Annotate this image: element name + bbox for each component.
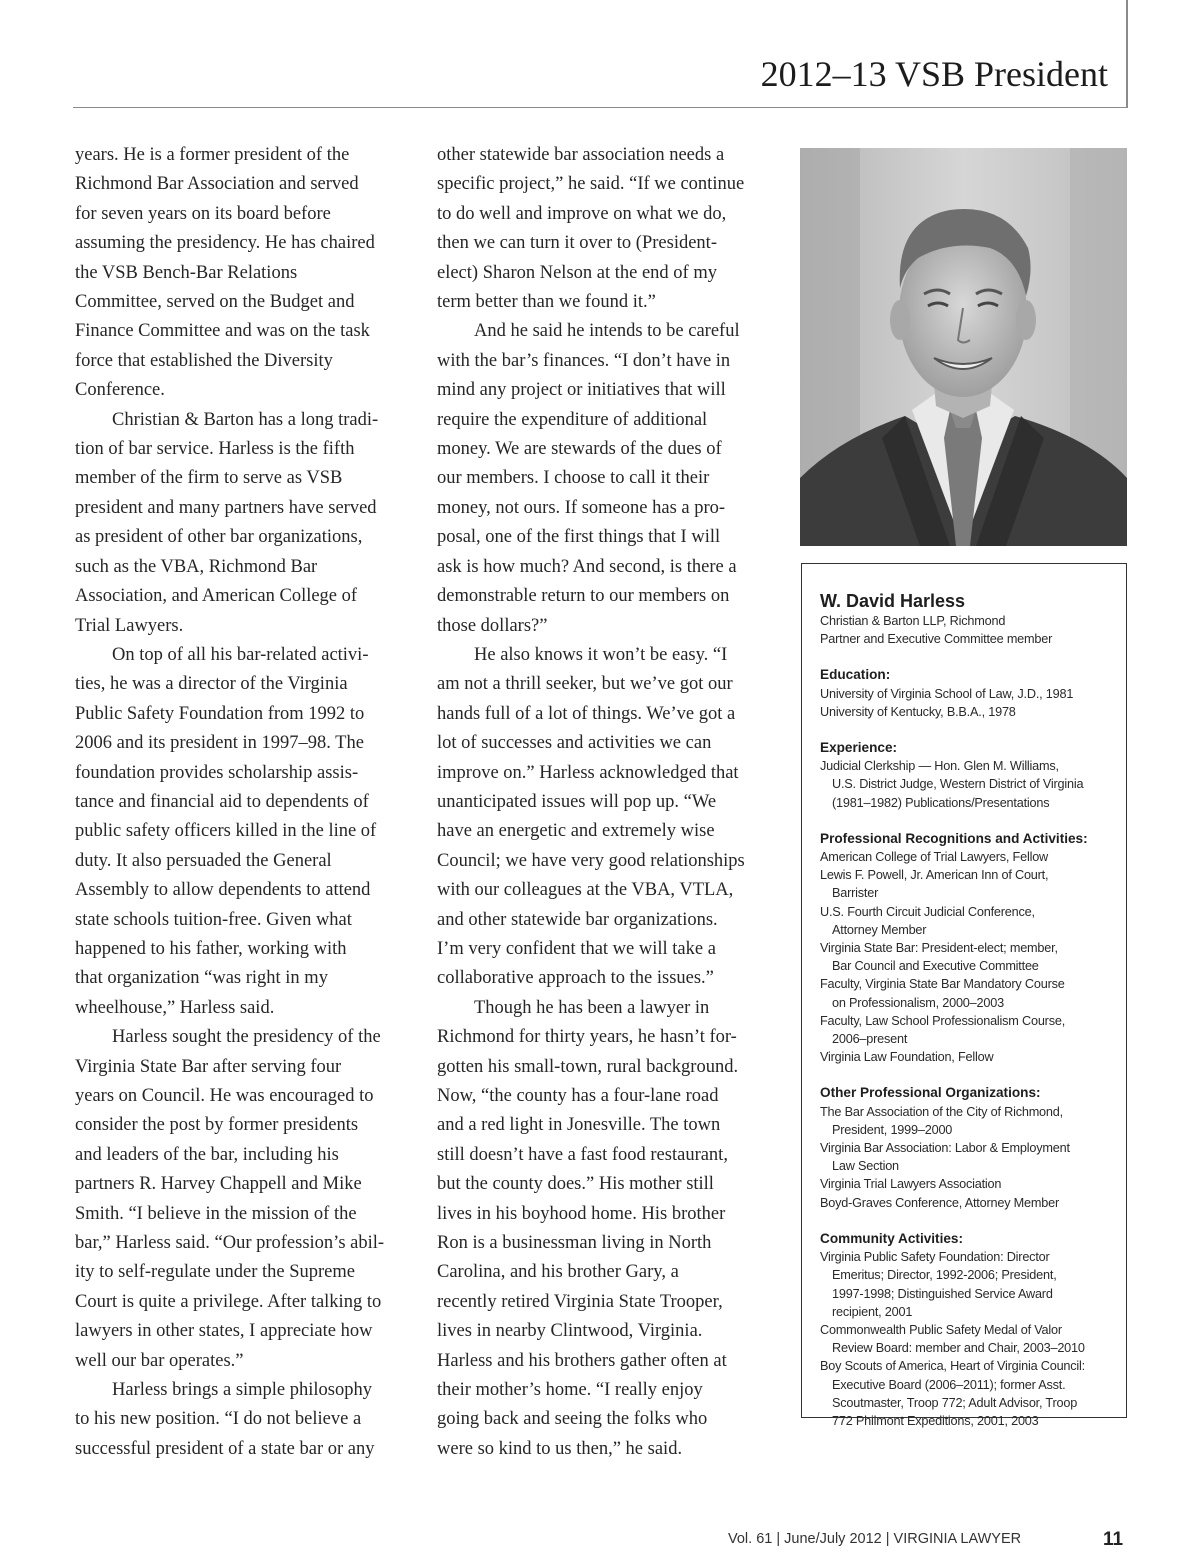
text-line: happened to his father, working with — [75, 938, 347, 959]
text-line: the VSB Bench-Bar Relations — [75, 262, 298, 283]
text-line: for seven years on its board before — [75, 203, 331, 224]
text-line: wheelhouse,” Harless said. — [75, 997, 275, 1018]
text-line: Conference. — [75, 380, 165, 401]
text-line: recently retired Virginia State Trooper, — [437, 1291, 723, 1312]
bio-position: Partner and Executive Committee member — [820, 632, 1053, 647]
bio-entry-line: Boyd-Graves Conference, Attorney Member — [820, 1195, 1060, 1210]
text-line: our members. I choose to call it their — [437, 468, 710, 489]
text-line: their mother’s home. “I really enjoy — [437, 1380, 703, 1401]
bio-entry-line: Virginia Law Foundation, Fellow — [820, 1050, 994, 1065]
bio-entry-line: (1981–1982) Publications/Presentations — [832, 795, 1050, 810]
bio-entry-line: Scoutmaster, Troop 772; Adult Advisor, Troop — [832, 1395, 1078, 1410]
bio-entry — [820, 685, 1114, 703]
text-line: to his new position. “I do not believe a — [75, 1409, 362, 1430]
bio-entry-line: Boy Scouts of America, Heart of Virginia Council: — [820, 1359, 1085, 1374]
portrait-photo — [800, 148, 1127, 546]
text-line: but the county does.” His mother still — [437, 1174, 714, 1195]
text-line: and a red light in Jonesville. The town — [437, 1115, 721, 1136]
text-line: Richmond Bar Association and served — [75, 174, 359, 195]
text-line: bar,” Harless said. “Our profession’s abil- — [75, 1233, 385, 1254]
text-line: term better than we found it.” — [437, 292, 656, 313]
bio-entry-line: Virginia Public Safety Foundation: Director — [820, 1250, 1050, 1265]
text-line: tance and financial aid to dependents of — [75, 791, 369, 812]
bio-entry-line: Lewis F. Powell, Jr. American Inn of Court, — [820, 868, 1049, 883]
text-line: Harless sought the presidency of the — [112, 1027, 381, 1048]
text-line: require the expenditure of additional — [437, 409, 708, 430]
text-line: with our colleagues at the VBA, VTLA, — [437, 880, 734, 901]
text-line: Though he has been a lawyer in — [474, 997, 710, 1018]
text-line: those dollars?” — [437, 615, 548, 636]
text-line: and leaders of the bar, including his — [75, 1144, 339, 1165]
bio-entry — [820, 939, 1114, 975]
text-line: money, not ours. If someone has a pro- — [437, 497, 726, 518]
text-line: partners R. Harvey Chappell and Mike — [75, 1174, 362, 1195]
text-line: 2006 and its president in 1997–98. The — [75, 733, 364, 754]
article-paragraph — [75, 406, 408, 641]
text-line: ity to self-regulate under the Supreme — [75, 1262, 355, 1283]
bio-sections — [820, 666, 1114, 1430]
text-line: have an energetic and extremely wise — [437, 821, 715, 842]
bio-entry-line: Faculty, Law School Professionalism Course, — [820, 1013, 1066, 1028]
bio-entry-line: Review Board: member and Chair, 2003–2010 — [832, 1341, 1085, 1356]
bio-entry — [820, 975, 1114, 1011]
bio-entry — [820, 848, 1114, 866]
text-line: state schools tuition-free. Given what — [75, 909, 352, 930]
bio-entry — [820, 1139, 1114, 1175]
bio-entry — [820, 866, 1114, 902]
text-line: Now, “the county has a four-lane road — [437, 1086, 719, 1106]
bio-name: W. David Harless — [820, 591, 966, 611]
bio-entry — [820, 903, 1114, 939]
text-line: Carolina, and his brother Gary, a — [437, 1262, 679, 1283]
bio-entry-line: on Professionalism, 2000–2003 — [832, 995, 1004, 1010]
text-line: And he said he intends to be careful — [474, 321, 740, 342]
bio-entry-line: Law Section — [832, 1159, 899, 1174]
text-line: I’m very confident that we will take a — [437, 938, 716, 959]
bio-entry-line: The Bar Association of the City of Richmond, — [820, 1104, 1063, 1119]
text-line: force that established the Diversity — [75, 350, 333, 371]
bio-entry-line: recipient, 2001 — [832, 1304, 913, 1319]
text-line: with the bar’s finances. “I don’t have in — [437, 350, 731, 371]
text-line: Assembly to allow dependents to attend — [75, 880, 371, 901]
text-line: He also knows it won’t be easy. “I — [474, 644, 728, 665]
text-line: duty. It also persuaded the General — [75, 850, 332, 871]
bio-entry-line: Virginia Trial Lawyers Association — [820, 1177, 1002, 1192]
article-column-1 — [75, 141, 408, 1464]
bio-entry-line: Emeritus; Director, 1992-2006; President, — [832, 1268, 1057, 1283]
bio-entry-line: University of Kentucky, B.B.A., 1978 — [820, 704, 1016, 719]
bio-entry-line: President, 1999–2000 — [832, 1122, 953, 1137]
article-paragraph — [75, 141, 408, 406]
page-number: 11 — [1103, 1529, 1124, 1550]
bio-entry-line: U.S. Fourth Circuit Judicial Conference, — [820, 904, 1035, 919]
text-line: unanticipated issues will pop up. “We — [437, 791, 717, 812]
text-line: specific project,” he said. “If we continue — [437, 174, 745, 195]
text-line: Finance Committee and was on the task — [75, 321, 370, 342]
text-line: assuming the presidency. He has chaired — [75, 233, 375, 254]
bio-entry-line: Bar Council and Executive Committee — [832, 959, 1039, 974]
text-line: successful president of a state bar or any — [75, 1438, 375, 1459]
text-line: president and many partners have served — [75, 497, 377, 518]
bio-section-heading: Other Professional Organizations: — [820, 1085, 1041, 1101]
bio-firm: Christian & Barton LLP, Richmond — [820, 614, 1006, 628]
bio-entry-line: American College of Trial Lawyers, Fellow — [820, 850, 1049, 865]
bio-entry — [820, 757, 1114, 812]
text-line: Harless brings a simple philosophy — [112, 1380, 373, 1401]
article-paragraph — [437, 141, 770, 317]
article-paragraph — [75, 1023, 408, 1376]
text-line: money. We are stewards of the dues of — [437, 439, 722, 460]
text-line: other statewide bar association needs a — [437, 145, 725, 165]
bio-entry — [820, 1321, 1114, 1357]
bio-entry-line: Virginia Bar Association: Labor & Employment — [820, 1141, 1070, 1156]
bio-entry — [820, 1194, 1114, 1212]
header-vertical-rule — [1126, 0, 1128, 108]
text-line: posal, one of the first things that I will — [437, 527, 721, 548]
text-line: mind any project or initiatives that will — [437, 380, 726, 401]
text-line: as president of other bar organizations, — [75, 527, 363, 548]
text-line: Association, and American College of — [75, 586, 358, 607]
bio-entry — [820, 1175, 1114, 1193]
bio-section-heading: Professional Recognitions and Activities: — [820, 830, 1088, 846]
text-line: Virginia State Bar after serving four — [75, 1056, 342, 1077]
text-line: then we can turn it over to (President- — [437, 233, 717, 254]
text-line: elect) Sharon Nelson at the end of my — [437, 262, 717, 283]
text-line: improve on.” Harless acknowledged that — [437, 762, 739, 783]
bio-entry-line: Faculty, Virginia State Bar Mandatory Course — [820, 977, 1065, 992]
bio-section-heading: Community Activities: — [820, 1230, 964, 1246]
text-line: ask is how much? And second, is there a — [437, 556, 737, 577]
text-line: were so kind to us then,” he said. — [437, 1438, 683, 1459]
bio-entry — [820, 1103, 1114, 1139]
article-paragraph — [75, 1376, 408, 1464]
bio-entry-line: 2006–present — [832, 1032, 908, 1047]
bio-entry — [820, 1248, 1114, 1321]
bio-entry-line: Attorney Member — [832, 922, 927, 937]
text-line: foundation provides scholarship assis- — [75, 762, 359, 783]
text-line: public safety officers killed in the line of — [75, 821, 377, 842]
text-line: lot of successes and activities we can — [437, 733, 712, 754]
text-line: still doesn’t have a fast food restaurant, — [437, 1144, 728, 1165]
footer-issue-info: Vol. 61 | June/July 2012 | VIRGINIA LAWYER — [728, 1531, 1022, 1547]
text-line: Ron is a businessman living in North — [437, 1233, 712, 1254]
text-line: years on Council. He was encouraged to — [75, 1086, 374, 1106]
bio-entry-line: 772 Philmont Expeditions, 2001, 2003 — [832, 1413, 1039, 1428]
bio-entry — [820, 1357, 1114, 1430]
text-line: to do well and improve on what we do, — [437, 203, 727, 224]
bio-section-heading: Experience: — [820, 740, 898, 756]
text-line: lawyers in other states, I appreciate how — [75, 1321, 373, 1342]
article-column-2 — [437, 141, 770, 1464]
text-line: gotten his small-town, rural background. — [437, 1056, 739, 1077]
article-paragraph — [437, 317, 770, 640]
bio-entry-line: Virginia State Bar: President-elect; member, — [820, 941, 1058, 956]
text-line: Public Safety Foundation from 1992 to — [75, 703, 365, 724]
text-line: years. He is a former president of the — [75, 145, 350, 165]
text-line: going back and seeing the folks who — [437, 1409, 708, 1430]
article-paragraph — [75, 641, 408, 1023]
article-paragraph — [437, 994, 770, 1465]
text-line: ties, he was a director of the Virginia — [75, 674, 348, 695]
text-line: am not a thrill seeker, but we’ve got our — [437, 674, 733, 695]
text-line: demonstrable return to our members on — [437, 586, 730, 607]
bio-entry-line: 1997-1998; Distinguished Service Award — [832, 1286, 1053, 1301]
bio-entry-line: U.S. District Judge, Western District of Virginia — [832, 777, 1084, 792]
text-line: Council; we have very good relationships — [437, 850, 745, 871]
bio-entry — [820, 703, 1114, 721]
bio-entry-line: Executive Board (2006–2011); former Asst. — [832, 1377, 1066, 1392]
text-line: collaborative approach to the issues.” — [437, 968, 714, 989]
header-horizontal-rule — [73, 107, 1128, 108]
text-line: Harless and his brothers gather often at — [437, 1350, 727, 1371]
bio-entry — [820, 1048, 1114, 1066]
text-line: hands full of a lot of things. We’ve got a — [437, 703, 736, 724]
text-line: Trial Lawyers. — [75, 615, 184, 636]
page-title: 2012–13 VSB President — [760, 54, 1108, 94]
text-line: On top of all his bar-related activi- — [112, 644, 369, 665]
text-line: and other statewide bar organizations. — [437, 909, 718, 930]
text-line: member of the firm to serve as VSB — [75, 468, 343, 489]
text-line: Court is quite a privilege. After talking to — [75, 1291, 382, 1312]
text-line: such as the VBA, Richmond Bar — [75, 556, 318, 577]
article-paragraph — [437, 641, 770, 994]
text-line: Richmond for thirty years, he hasn’t for- — [437, 1027, 737, 1048]
text-line: Smith. “I believe in the mission of the — [75, 1203, 357, 1224]
text-line: tion of bar service. Harless is the fifth — [75, 439, 355, 460]
bio-entry-line: Commonwealth Public Safety Medal of Valor — [820, 1322, 1062, 1337]
text-line: well our bar operates.” — [75, 1350, 244, 1371]
bio-section-heading: Education: — [820, 667, 891, 683]
text-line: that organization “was right in my — [75, 968, 328, 989]
bio-entry — [820, 1012, 1114, 1048]
text-line: consider the post by former presidents — [75, 1115, 359, 1136]
text-line: lives in his boyhood home. His brother — [437, 1203, 726, 1224]
text-line: lives in nearby Clintwood, Virginia. — [437, 1321, 703, 1342]
bio-entry-line: University of Virginia School of Law, J.D., 1981 — [820, 686, 1074, 701]
bio-entry-line: Barrister — [832, 886, 879, 901]
text-line: Committee, served on the Budget and — [75, 292, 355, 313]
bio-sidebar — [801, 563, 1127, 1428]
bio-entry-line: Judicial Clerkship — Hon. Glen M. Williams, — [820, 759, 1059, 774]
text-line: Christian & Barton has a long tradi- — [112, 409, 379, 430]
